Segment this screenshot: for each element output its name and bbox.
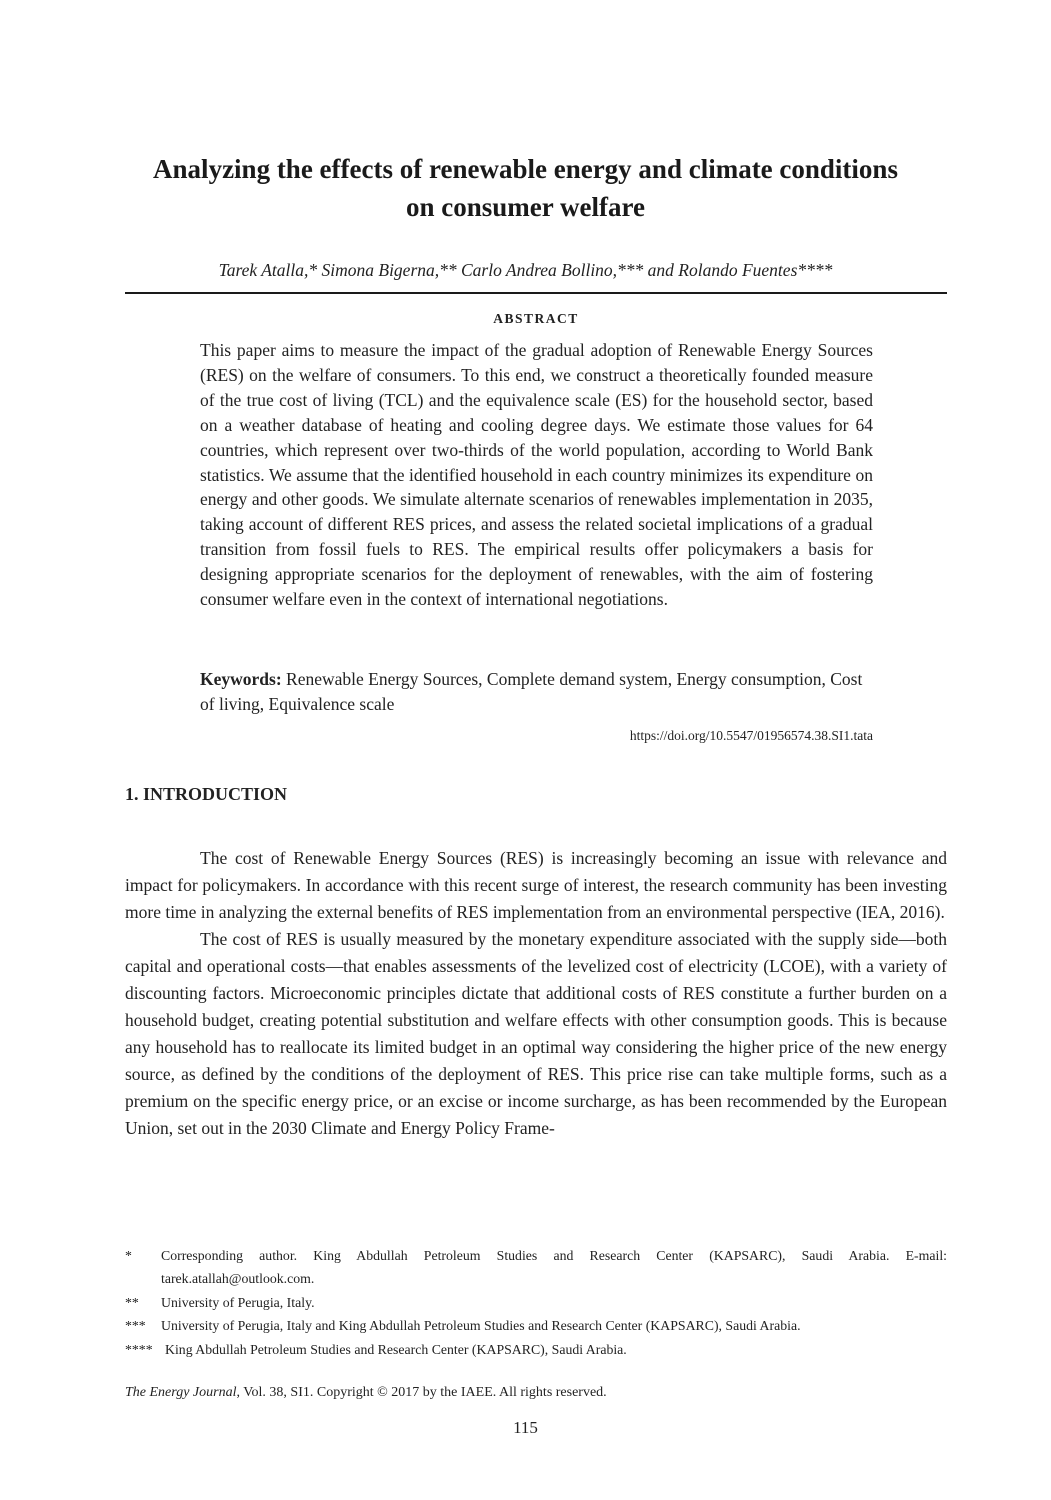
- footnote-mark: ***: [125, 1318, 146, 1334]
- footnotes: [125, 1244, 947, 1361]
- abstract-heading: ABSTRACT: [493, 311, 579, 326]
- introduction-body: [125, 845, 947, 1142]
- journal-name: The Energy Journal: [125, 1385, 237, 1400]
- footnote-2: [125, 1291, 947, 1314]
- footnote-4: [125, 1338, 947, 1361]
- section-heading-introduction: 1. INTRODUCTION: [125, 784, 288, 804]
- footnote-3: [125, 1314, 947, 1337]
- footnote-text: Corresponding author. King Abdullah Petroleum Studies and Research Center (KAPSARC), Saudi Arabia. E-mail: tarek.atallah@outlook.com.: [161, 1248, 947, 1287]
- page-number: 115: [513, 1418, 538, 1437]
- footnote-text: King Abdullah Petroleum Studies and Research Center (KAPSARC), Saudi Arabia.: [165, 1341, 627, 1357]
- title-line-1: Analyzing the effects of renewable energy and climate conditions: [153, 154, 898, 184]
- doi-link[interactable]: https://doi.org/10.5547/01956574.38.SI1.tata: [629, 728, 873, 743]
- footnote-text: University of Perugia, Italy.: [161, 1294, 315, 1310]
- footnote-1: [125, 1244, 947, 1291]
- paper-title: [100, 150, 951, 226]
- abstract-body: This paper aims to measure the impact of the gradual adoption of Renewable Energy Sources (RES) on the welfare of consumers. To this end, we construct a theoretically founded measure of the true cost of living (TCL) and the equivalence scale (ES) for the household sector, based on a weather database of heating and cooling degree days. We estimate those values for 64 countries, which represent over two-thirds of the world population, according to World Bank statistics. We assume that the identified household in each country minimizes its expenditure on energy and other goods. We simulate alternate scenarios of renewables implementation in 2035, taking account of different RES prices, and assess the related societal implications of a gradual transition from fossil fuels to RES. The empirical results offer policymakers a basis for designing appropriate scenarios for the deployment of renewables, with the aim of fostering consumer welfare even in the context of international negotiations.: [200, 340, 873, 610]
- keywords: [200, 667, 873, 716]
- title-line-2: on consumer welfare: [406, 192, 645, 222]
- footnote-mark: *: [125, 1248, 132, 1263]
- journal-citation: [125, 1383, 607, 1403]
- keywords-list: Renewable Energy Sources, Complete demand system, Energy consumption, Cost of living, Equivalence scale: [200, 669, 863, 714]
- author-list: Tarek Atalla,* Simona Bigerna,** Carlo Andrea Bollino,*** and Rolando Fuentes****: [218, 260, 833, 280]
- footnote-mark: **: [125, 1294, 139, 1310]
- intro-paragraph-2: The cost of RES is usually measured by the monetary expenditure associated with the supply side—both capital and operational costs—that enables assessments of the levelized cost of electricity (LCOE), with a variety of discounting factors. Microeconomic principles dictate that additional costs of RES constitute a further burden on a household budget, creating potential substitution and welfare effects with other consumption goods. This is because any household has to reallocate its limited budget in an optimal way considering the higher price of the new energy source, as defined by the conditions of the deployment of RES. This price rise can take multiple forms, such as a premium on the specific energy price, or an excise or income surcharge, as has been recommended by the European Union, set out in the 2030 Climate and Energy Policy Frame-: [125, 929, 947, 1138]
- footnote-mark: ****: [125, 1341, 153, 1357]
- intro-paragraph-1: The cost of Renewable Energy Sources (RES) is increasingly becoming an issue with relevance and impact for policymakers. In accordance with this recent surge of interest, the research community has been investing more time in analyzing the external benefits of RES implementation from an environmental perspective (IEA, 2016).: [125, 848, 947, 922]
- header-divider: [125, 292, 947, 294]
- journal-details: , Vol. 38, SI1. Copyright © 2017 by the IAEE. All rights reserved.: [236, 1385, 607, 1400]
- footnote-text: University of Perugia, Italy and King Abdullah Petroleum Studies and Research Center (KAPSARC), Saudi Arabia.: [161, 1318, 801, 1334]
- keywords-label: Keywords:: [200, 669, 282, 689]
